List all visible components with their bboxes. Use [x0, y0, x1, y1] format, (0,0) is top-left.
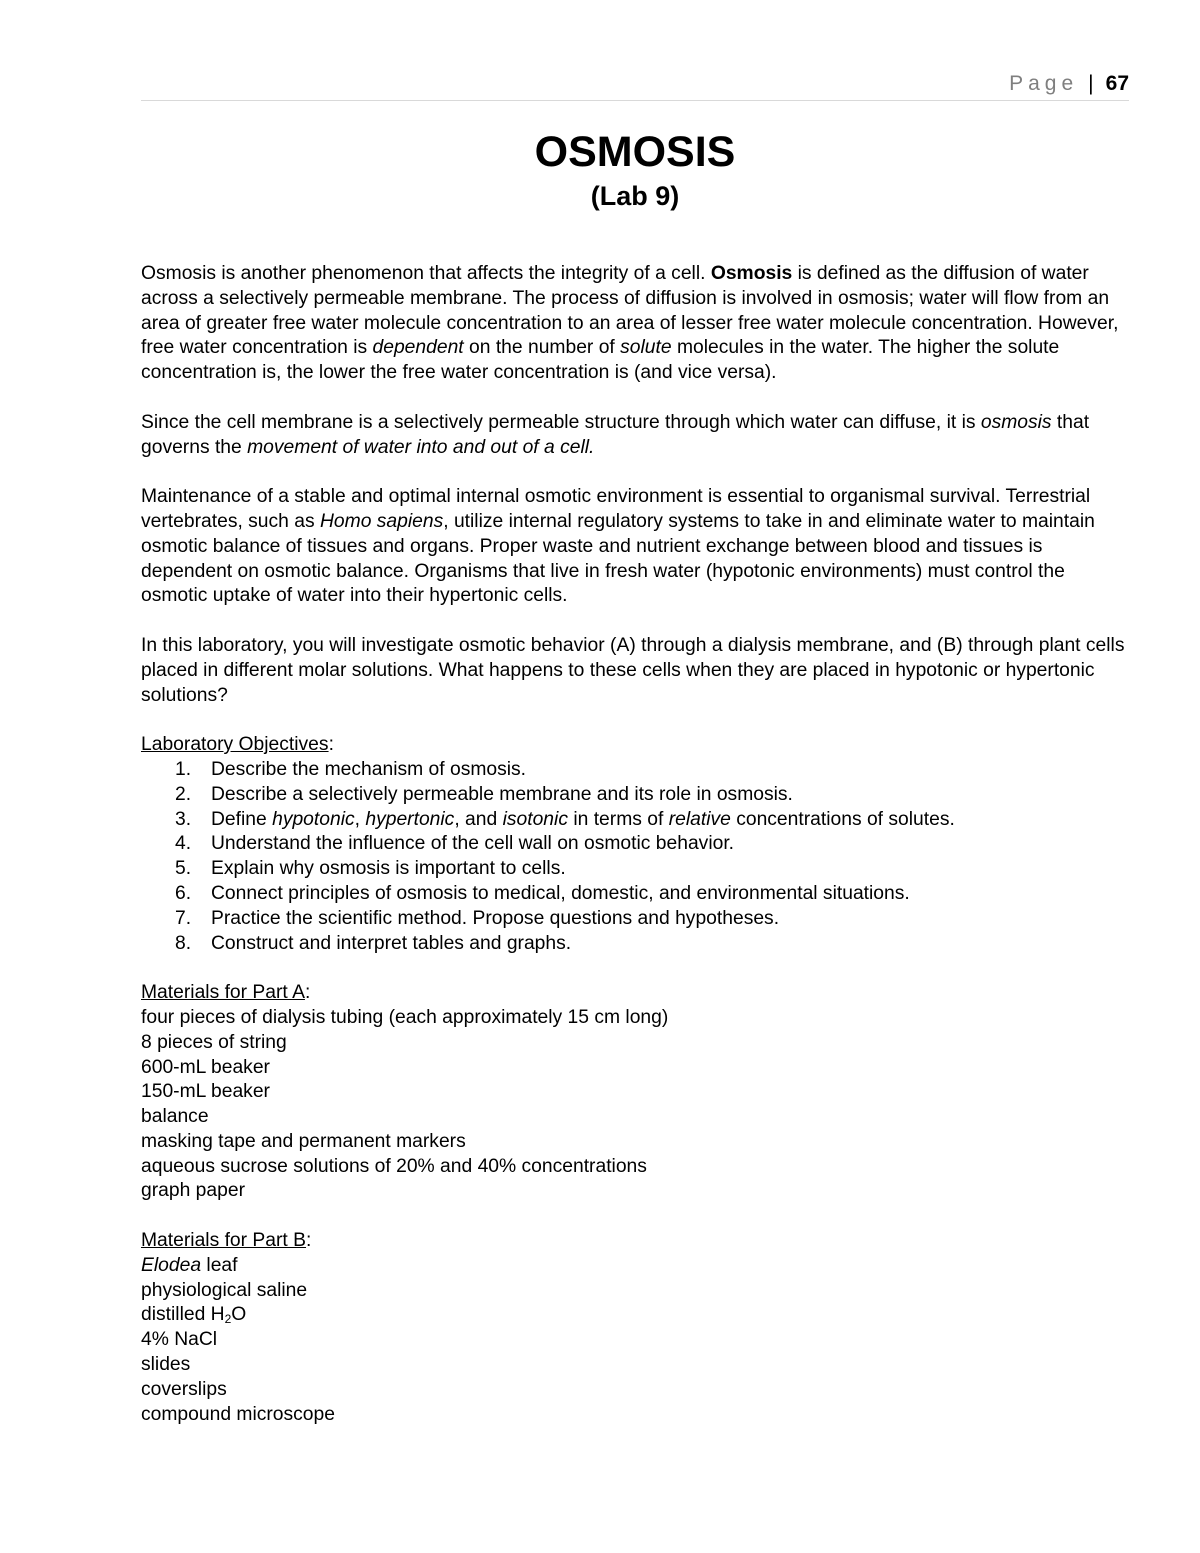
page-subtitle: (Lab 9) [590, 181, 680, 211]
emphasis: solute [620, 337, 672, 359]
list-number: 4. [175, 833, 192, 855]
text-run: on the number of [463, 337, 621, 359]
list-item-text: Describe a selectively permeable membrane and its role in osmosis. [211, 783, 793, 805]
material-item: compound microscope [141, 1403, 335, 1425]
text-run: that governs the [141, 411, 1090, 458]
list-item [141, 907, 1131, 932]
list-item [141, 932, 1131, 957]
term-osmosis: Osmosis [710, 263, 793, 284]
material-item: aqueous sucrose solutions of 20% and 40% concentrations [141, 1155, 647, 1177]
page-number: 67 [1105, 72, 1129, 95]
list-item [141, 808, 1131, 833]
emphasis: dependent [372, 337, 464, 359]
list-number: 3. [175, 808, 192, 830]
material-item: slides [141, 1354, 191, 1376]
text-run: Since the cell membrane is a selectively permeable structure through which water can diffuse, it is [141, 411, 981, 433]
list-item [141, 758, 1131, 783]
material-item: 4% NaCl [141, 1329, 218, 1351]
emphasis: osmosis [980, 411, 1052, 433]
material-item: 600-mL beaker [141, 1056, 270, 1078]
text-run: , utilize internal regulatory systems to take in and eliminate water to maintain osmotic balance of tissues and organs. Proper waste and nutrient exchange between blood and tissues is dependent on osmotic balance. Organisms that live in fresh water (hypotonic environments) must control the osmotic uptake of water into their hypertonic cells. [141, 510, 1095, 607]
list-number: 2. [175, 783, 192, 805]
emphasis: relative [668, 808, 731, 830]
list-number: 5. [175, 858, 192, 880]
text-run: Osmosis is another phenomenon that affects the integrity of a cell. [141, 263, 711, 284]
list-item-text: Describe the mechanism of osmosis. [211, 758, 527, 780]
list-number: 7. [175, 907, 192, 929]
materials-a-heading-text: Materials for Part A [141, 982, 305, 1004]
colon: : [328, 734, 334, 756]
material-item: coverslips [141, 1378, 227, 1400]
materials-b-list [141, 1254, 1131, 1428]
materials-b-heading [141, 1229, 1131, 1254]
materials-b-heading-text: Materials for Part B [141, 1230, 307, 1252]
text-run: concentrations of solutes. [730, 808, 955, 830]
objectives-list [141, 758, 1131, 956]
list-number: 1. [175, 758, 192, 780]
list-item [141, 832, 1131, 857]
header-separator: | [1088, 72, 1094, 95]
material-item: graph paper [141, 1180, 245, 1202]
list-item-text: Understand the influence of the cell wall on osmotic behavior. [211, 833, 735, 855]
colon: : [306, 1230, 312, 1252]
intro-paragraph [141, 262, 1131, 386]
emphasis: isotonic [502, 808, 568, 830]
species-name: Elodea [141, 1254, 202, 1276]
text-run: distilled H [141, 1304, 225, 1326]
text-run: leaf [201, 1254, 238, 1276]
material-item: masking tape and permanent markers [141, 1130, 466, 1152]
subscript: 2 [224, 1312, 232, 1327]
text-run: , and [454, 808, 503, 830]
lab-paragraph: In this laboratory, you will investigate osmotic behavior (A) through a dialysis membrane, and (B) through plant cells placed in different molar solutions. What happens to these cells when they are placed in hypotonic or hypertonic solutions? [141, 634, 1125, 706]
text-run: O [231, 1304, 247, 1326]
text-run: Maintenance of a stable and optimal internal osmotic environment is essential to organismal survival. Terrestrial vertebrates, such as [141, 486, 1091, 532]
text-run: is defined as the diffusion of water across a selectively permeable membrane. The process of diffusion is involved in osmosis; water will flow from an area of greater free water molecule concentration to an area of lesser free water molecule concentration. However, free water concentration is [141, 263, 1119, 359]
list-number: 8. [175, 932, 192, 954]
material-item: 8 pieces of string [141, 1031, 287, 1053]
emphasis: hypotonic [272, 808, 355, 830]
maintenance-paragraph [141, 485, 1131, 609]
materials-a-heading [141, 981, 1131, 1006]
text-run: , [354, 808, 366, 830]
membrane-paragraph [141, 411, 1131, 461]
page-header [141, 68, 1129, 101]
materials-a-list [141, 1006, 1131, 1204]
page-title: OSMOSIS [534, 128, 736, 176]
text-run: Define [211, 808, 273, 830]
material-item [141, 1254, 1131, 1279]
material-item: physiological saline [141, 1279, 308, 1301]
emphasis: movement of water into and out of a cell. [247, 436, 595, 458]
objectives-heading [141, 733, 1131, 758]
list-item [141, 882, 1131, 907]
list-number: 6. [175, 882, 192, 904]
list-item-text: Connect principles of osmosis to medical, domestic, and environmental situations. [211, 882, 910, 904]
material-item: balance [141, 1106, 209, 1128]
list-item-text: Explain why osmosis is important to cells. [211, 858, 566, 880]
material-item: four pieces of dialysis tubing (each approximately 15 cm long) [141, 1006, 669, 1028]
colon: : [304, 982, 311, 1004]
emphasis: hypertonic [365, 808, 455, 830]
list-item [141, 857, 1131, 882]
list-item [141, 783, 1131, 808]
material-item [141, 1303, 1131, 1328]
material-item: 150-mL beaker [141, 1081, 270, 1103]
objectives-heading-text: Laboratory Objectives [141, 734, 329, 756]
text-run: in terms of [567, 808, 669, 830]
page-number-label [1009, 70, 1129, 98]
text-run: molecules in the water. The higher the solute concentration is, the lower the free water concentration is (and vice versa). [141, 337, 1060, 384]
document-body [141, 262, 1131, 1427]
page-word: Page [1009, 72, 1079, 95]
emphasis: Homo sapiens [319, 510, 444, 532]
list-item-text: Construct and interpret tables and graphs. [211, 932, 572, 954]
list-item-text: Practice the scientific method. Propose questions and hypotheses. [211, 907, 780, 929]
